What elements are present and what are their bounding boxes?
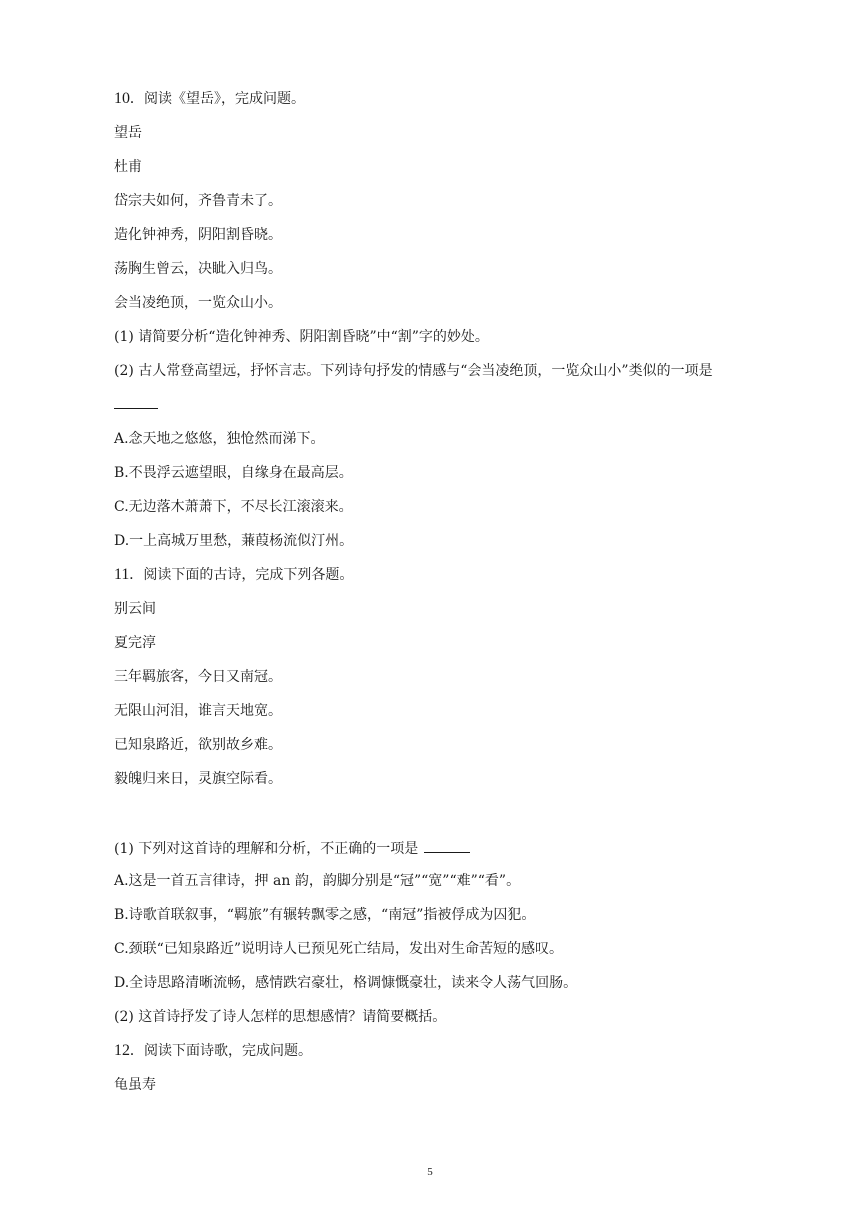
poem-line: 造化钟神秀，阴阳割昏晓。 — [114, 227, 282, 243]
question-prompt: 阅读下面诗歌，完成问题。 — [144, 1043, 312, 1059]
poem-line: 会当凌绝顶，一览众山小。 — [114, 295, 282, 311]
poem-title: 龟虽寿 — [114, 1077, 156, 1093]
poem-line: 已知泉路近，欲别故乡难。 — [114, 737, 282, 753]
question-prompt: 阅读下面的古诗，完成下列各题。 — [143, 567, 354, 583]
question-number: 10. — [114, 90, 134, 107]
question-number: 12. — [114, 1042, 134, 1059]
question-12-header — [114, 1042, 312, 1060]
answer-blank — [424, 838, 470, 853]
sub-question — [114, 838, 470, 858]
option-a: A.这是一首五言律诗，押 an 韵，韵脚分别是“冠”“宽”“难”“看”。 — [114, 873, 521, 889]
poem-author: 杜甫 — [114, 159, 142, 175]
option-d: D.全诗思路清晰流畅，感情跌宕豪壮，格调慷慨豪壮，读来令人荡气回肠。 — [114, 975, 578, 991]
option-a: A.念天地之悠悠，独怆然而涕下。 — [114, 431, 325, 447]
option-c: C.颈联“已知泉路近”说明诗人已预见死亡结局，发出对生命苦短的感叹。 — [114, 941, 563, 957]
option-b: B.诗歌首联叙事，“羁旅”有辗转飘零之感，“南冠”指被俘成为囚犯。 — [114, 907, 536, 923]
answer-blank — [114, 408, 158, 409]
poem-title: 望岳 — [114, 125, 142, 141]
sub-question-text: (1) 下列对这首诗的理解和分析，不正确的一项是 — [114, 841, 419, 857]
option-b: B.不畏浮云遮望眼，自缘身在最高层。 — [114, 465, 353, 481]
option-c: C.无边落木萧萧下，不尽长江滚滚来。 — [114, 499, 353, 515]
poem-line: 岱宗夫如何，齐鲁青未了。 — [114, 193, 282, 209]
poem-line: 三年羁旅客，今日又南冠。 — [114, 669, 282, 685]
sub-question: (1) 请简要分析“造化钟神秀、阴阳割昏晓”中“割”字的妙处。 — [114, 329, 489, 345]
question-prompt: 阅读《望岳》，完成问题。 — [144, 91, 305, 107]
poem-line: 无限山河泪，谁言天地宽。 — [114, 703, 282, 719]
question-11-header — [114, 566, 353, 584]
sub-question: (2) 古人常登高望远，抒怀言志。下列诗句抒发的情感与“会当凌绝顶，一览众山小”类似的一项是 — [114, 363, 713, 379]
question-number: 11. — [114, 566, 134, 583]
poem-line: 荡胸生曾云，决眦入归鸟。 — [114, 261, 282, 277]
poem-line: 毅魄归来日，灵旗空际看。 — [114, 771, 282, 787]
poem-title: 别云间 — [114, 601, 156, 617]
question-10-header — [114, 90, 305, 108]
page-number: 5 — [427, 1166, 433, 1178]
option-d: D.一上高城万里愁，蒹葭杨流似汀州。 — [114, 533, 354, 549]
poem-author: 夏完淳 — [114, 635, 156, 651]
sub-question: (2) 这首诗抒发了诗人怎样的思想感情？请简要概括。 — [114, 1009, 447, 1025]
